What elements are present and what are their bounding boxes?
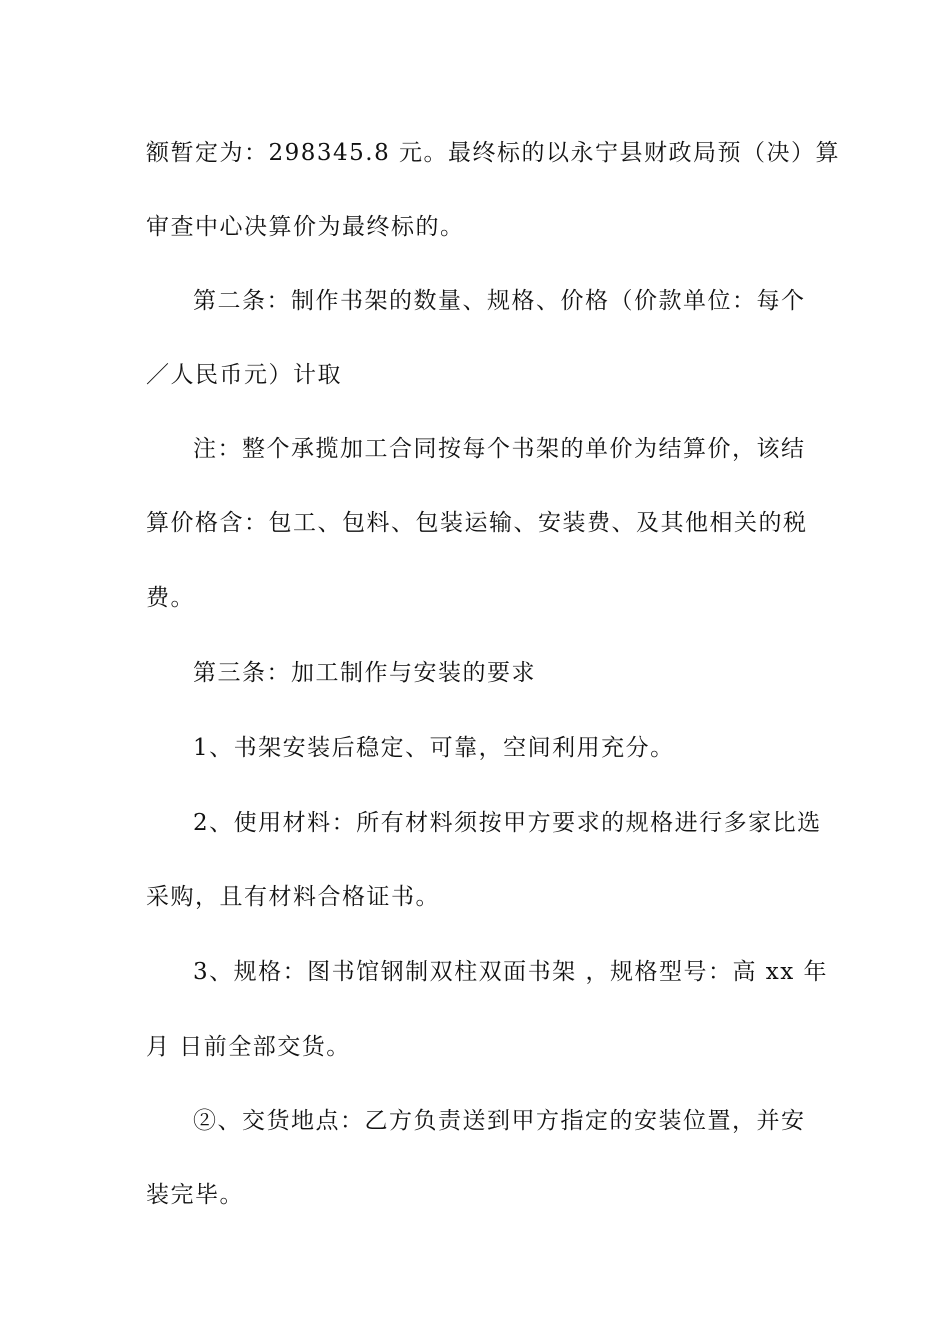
list-item-2: 2、使用材料：所有材料须按甲方要求的规格进行多家比选 [193, 810, 822, 836]
text-line: 费。 [146, 585, 195, 611]
section-heading-article-2: 第二条：制作书架的数量、规格、价格（价款单位：每个 [193, 288, 806, 314]
text-line: 采购，且有材料合格证书。 [146, 884, 440, 910]
text-line: 算价格含：包工、包料、包装运输、安装费、及其他相关的税 [146, 510, 808, 536]
note-paragraph: 注：整个承揽加工合同按每个书架的单价为结算价，该结 [193, 436, 806, 462]
list-item-1: 1、书架安装后稳定、可靠，空间利用充分。 [193, 735, 675, 761]
section-heading-article-3: 第三条：加工制作与安装的要求 [193, 660, 536, 686]
list-item-delivery-location: ②、交货地点：乙方负责送到甲方指定的安装位置，并安 [193, 1108, 806, 1134]
list-item-3: 3、规格：图书馆钢制双柱双面书架 ，规格型号：高 xx 年 [193, 959, 829, 985]
text-line: 装完毕。 [146, 1182, 244, 1208]
text-line: 月 日前全部交货。 [146, 1034, 351, 1060]
text-line: 审查中心决算价为最终标的。 [146, 214, 465, 240]
text-line: ／人民币元）计取 [146, 362, 342, 388]
text-line: 额暂定为：298345.8 元。最终标的以永宁县财政局预（决）算 [146, 140, 841, 166]
